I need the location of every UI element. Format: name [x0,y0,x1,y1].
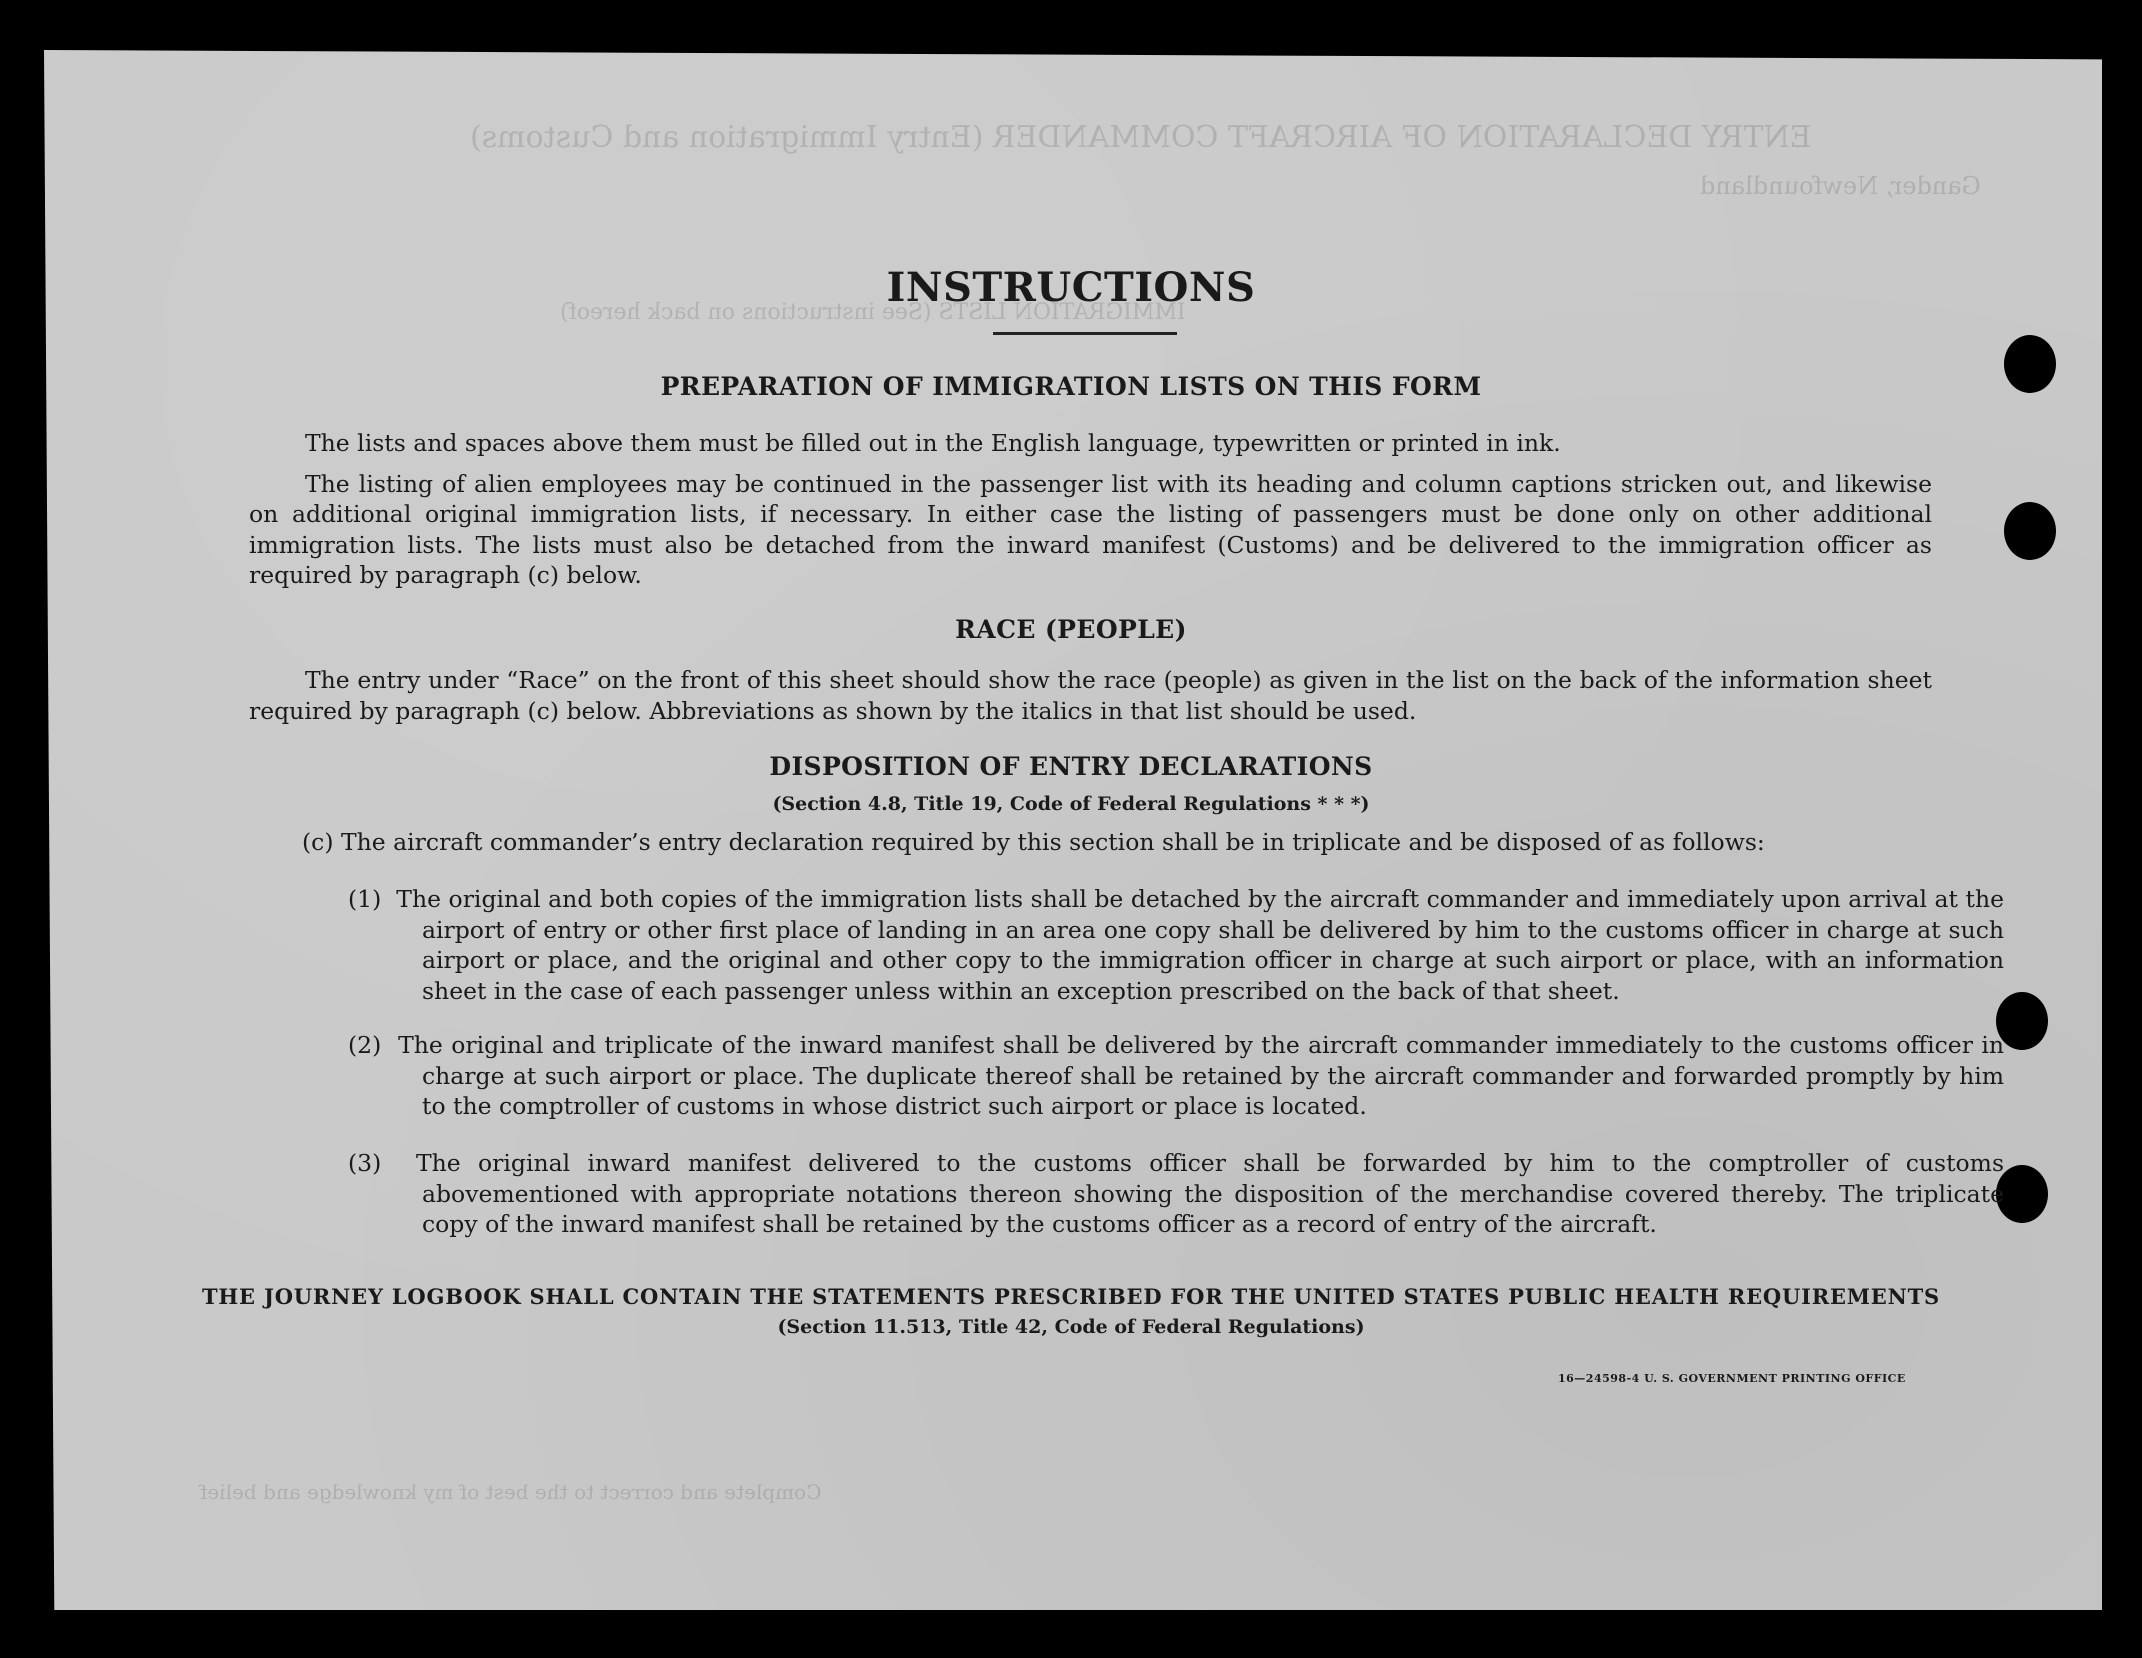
disposition-citation: (Section 4.8, Title 19, Code of Federal Regulations * * *) [772,793,1370,815]
paragraph-c: (c) The aircraft commander’s entry declaration required by this section shall be in triplicate and be disposed of as follows: [302,828,1765,856]
disposition-item-3: (3) The original inward manifest delivered to the customs officer shall be forwarded by him to the comptroller of customs abovementioned with appropriate notations thereon showing the disposition of the merchandise covered thereby. The triplicate copy of the inward manifest shall be retained by the customs officer as a record of entry of the aircraft. [348,1149,2004,1238]
punch-hole [2004,502,2056,560]
disposition-heading: DISPOSITION OF ENTRY DECLARATIONS [769,752,1373,781]
bleed-through-text: Complete and correct to the best of my knowledge and belief [200,1480,822,1504]
disposition-item-1: (1) The original and both copies of the immigration lists shall be detached by the aircraft commander and immediately upon arrival at the airport of entry or other first place of landing in an area one copy shall be delivered by him to the customs officer in charge at such airport or place, and the original and other copy to the immigration officer in charge at such airport or place, with an information sheet in the case of each passenger unless within an exception prescribed on the back of that sheet. [348,885,2004,1005]
preparation-paragraph-1: The lists and spaces above them must be filled out in the English language, typewritten or printed in ink. [305,429,1561,457]
title-underline [993,332,1177,335]
printer-mark: 16—24598-4 U. S. GOVERNMENT PRINTING OFFICE [1558,1372,1906,1385]
preparation-heading: PREPARATION OF IMMIGRATION LISTS ON THIS FORM [660,372,1482,401]
public-health-statement: THE JOURNEY LOGBOOK SHALL CONTAIN THE STATEMENTS PRESCRIBED FOR THE UNITED STATES PUBLIC HEALTH REQUIREMENTS [201,1284,1941,1309]
bleed-through-text: IMMIGRATION LISTS (See instructions on back hereof) [560,300,1186,325]
preparation-body [249,428,1932,591]
page-title: INSTRUCTIONS [886,264,1256,311]
race-heading: RACE (PEOPLE) [955,615,1187,644]
race-body [249,665,1932,726]
public-health-citation: (Section 11.513, Title 42, Code of Federal Regulations) [777,1316,1365,1338]
preparation-paragraph-2: The listing of alien employees may be continued in the passenger list with its heading and column captions stricken out, and likewise on additional original immigration lists, if necessary. In either case the listing of passengers must be done only on other additional immigration lists. The lists must also be detached from the inward manifest (Customs) and be delivered to the immigration officer as required by paragraph (c) below. [249,469,1932,589]
disposition-item-2: (2) The original and triplicate of the inward manifest shall be delivered by the aircraft commander immediately to the customs officer in charge at such airport or place. The duplicate thereof shall be retained by the aircraft commander and forwarded promptly by him to the comptroller of customs in whose district such airport or place is located. [348,1031,2004,1120]
race-paragraph: The entry under “Race” on the front of this sheet should show the race (people) as given in the list on the back of the information sheet required by paragraph (c) below. Abbreviations as shown by the italics in that list should be used. [249,666,1932,725]
bleed-through-text: ENTRY DECLARATION OF AIRCRAFT COMMANDER (Entry Immigration and Customs) [470,120,1812,155]
bleed-through-text: Gander, Newfoundland [1700,172,1981,200]
